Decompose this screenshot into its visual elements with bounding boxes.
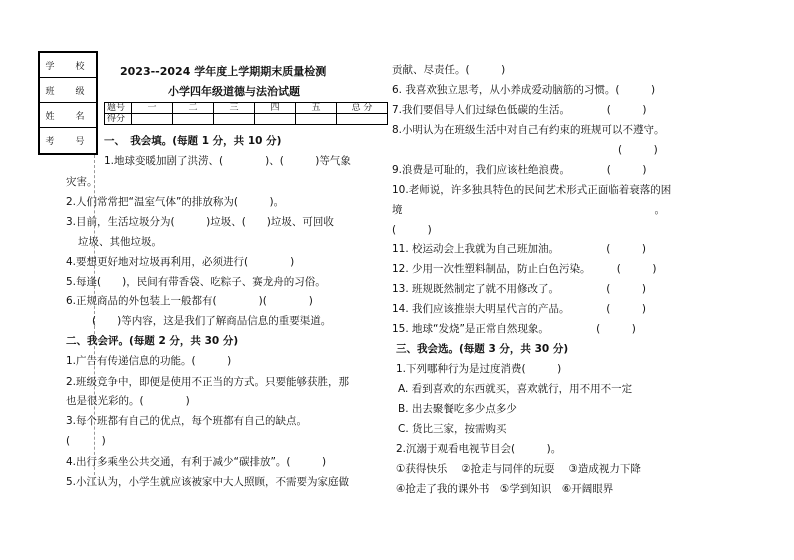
score-cell: 得分 xyxy=(105,114,132,125)
question-text: 4.要想更好地对垃圾再利用，必须进行( ) xyxy=(66,256,295,268)
answer-blank: ( ) xyxy=(392,224,432,236)
question-text: 13. 班规既然制定了就不用修改了。 ( ) xyxy=(392,283,646,295)
question-text: 3.每个班都有自己的优点，每个班都有自己的缺点。 xyxy=(66,415,308,427)
question-text: 8.小明认为在班级生活中对自己有约束的班规可以不遵守。 xyxy=(392,124,665,136)
question-text: 境 。 xyxy=(392,204,665,216)
question-text: 1.地球变暖加剧了洪涝、( )、( )等气象 xyxy=(104,155,351,167)
answer-blank: ( ) xyxy=(618,144,658,156)
score-input-cell[interactable] xyxy=(337,114,388,125)
option-text: C. 货比三家，按需购买 xyxy=(398,423,507,435)
score-table-score-row xyxy=(105,114,388,125)
question-text: 11. 校运动会上我就为自己班加油。 ( ) xyxy=(392,243,646,255)
question-text: 灾害。 xyxy=(66,176,98,188)
option-text: ①获得快乐 ②抢走与同伴的玩耍 ③造成视力下降 xyxy=(396,463,641,475)
question-text: 2.沉溺于观看电视节目会( )。 xyxy=(396,443,562,455)
question-text: 12. 少用一次性塑料制品，防止白色污染。 ( ) xyxy=(392,263,657,275)
question-text: 2.人们常常把“温室气体”的排放称为( )。 xyxy=(66,196,285,208)
section-3-heading: 三、我会选。(每题 3 分，共 30 分) xyxy=(396,343,569,355)
option-text: A. 看到喜欢的东西就买，喜欢就行，用不用不一定 xyxy=(398,383,633,395)
question-text: 1.广告有传递信息的功能。( ) xyxy=(66,355,232,367)
question-text: ( ) xyxy=(66,435,106,447)
score-input-cell[interactable] xyxy=(296,114,337,125)
school-field: 学 校 xyxy=(40,53,96,78)
class-field: 班 级 xyxy=(40,78,96,103)
exam-title: 2023--2024 学年度上学期期末质量检测 xyxy=(120,65,327,78)
question-text: 2.班级竞争中，即便是使用不正当的方式。只要能够获胜，那 xyxy=(66,376,350,388)
score-cell: 总 分 xyxy=(337,103,388,114)
score-input-cell[interactable] xyxy=(214,114,255,125)
score-input-cell[interactable] xyxy=(255,114,296,125)
option-text: B. 出去聚餐吃多少点多少 xyxy=(398,403,517,415)
question-text: 6. 我喜欢独立思考，从小养成爱动脑筋的习惯。( ) xyxy=(392,84,656,96)
score-table-header-row xyxy=(105,103,388,114)
section-2-heading: 二、我会评。(每题 2 分，共 30 分) xyxy=(66,335,239,347)
score-cell: 一 xyxy=(132,103,173,114)
question-text: 6.正规商品的外包装上一般都有( )( ) xyxy=(66,295,313,307)
score-cell: 二 xyxy=(173,103,214,114)
question-text: 1.下列哪种行为是过度消费( ) xyxy=(396,363,562,375)
name-field: 姓 名 xyxy=(40,103,96,128)
question-text: 贡献、尽责任。( ) xyxy=(392,64,506,76)
score-cell: 三 xyxy=(214,103,255,114)
question-text: 10.老师说，许多独具特色的民间艺术形式正面临着衰落的困 xyxy=(392,184,672,196)
question-text: 也是很光彩的。( ) xyxy=(66,395,190,407)
exam-subtitle: 小学四年级道德与法治试题 xyxy=(168,85,300,98)
student-info-box xyxy=(38,51,98,155)
score-cell: 四 xyxy=(255,103,296,114)
option-text: ④抢走了我的课外书 ⑤学到知识 ⑥开阔眼界 xyxy=(396,483,614,495)
question-text: 3.目前，生活垃圾分为( )垃圾、( )垃圾、可回收 xyxy=(66,216,334,228)
exam-number-field: 考 号 xyxy=(45,137,91,147)
score-cell: 题号 xyxy=(105,103,132,114)
question-text: 5.小江认为，小学生就应该被家中大人照顾，不需要为家庭做 xyxy=(66,476,350,488)
question-text: 9.浪费是可耻的，我们应该杜绝浪费。 ( ) xyxy=(392,164,647,176)
question-text: 7.我们要倡导人们过绿色低碳的生活。 ( ) xyxy=(392,104,647,116)
question-text: 垃圾、其他垃圾。 xyxy=(78,236,162,248)
score-table xyxy=(104,102,388,125)
question-text: 4.出行多乘坐公共交通，有利于减少“碳排放”。( ) xyxy=(66,456,327,468)
question-text: 5.每逢( )，民间有带香袋、吃粽子、赛龙舟的习俗。 xyxy=(66,276,326,288)
question-text: 14. 我们应该推崇大明星代言的产品。 ( ) xyxy=(392,303,646,315)
question-text: ( )等内容，这是我们了解商品信息的重要渠道。 xyxy=(92,315,332,327)
question-text: 15. 地球“发烧”是正常自然现象。 ( ) xyxy=(392,323,636,335)
score-cell: 五 xyxy=(296,103,337,114)
score-input-cell[interactable] xyxy=(132,114,173,125)
score-input-cell[interactable] xyxy=(173,114,214,125)
section-1-heading: 一、 我会填。(每题 1 分，共 10 分) xyxy=(104,135,282,147)
